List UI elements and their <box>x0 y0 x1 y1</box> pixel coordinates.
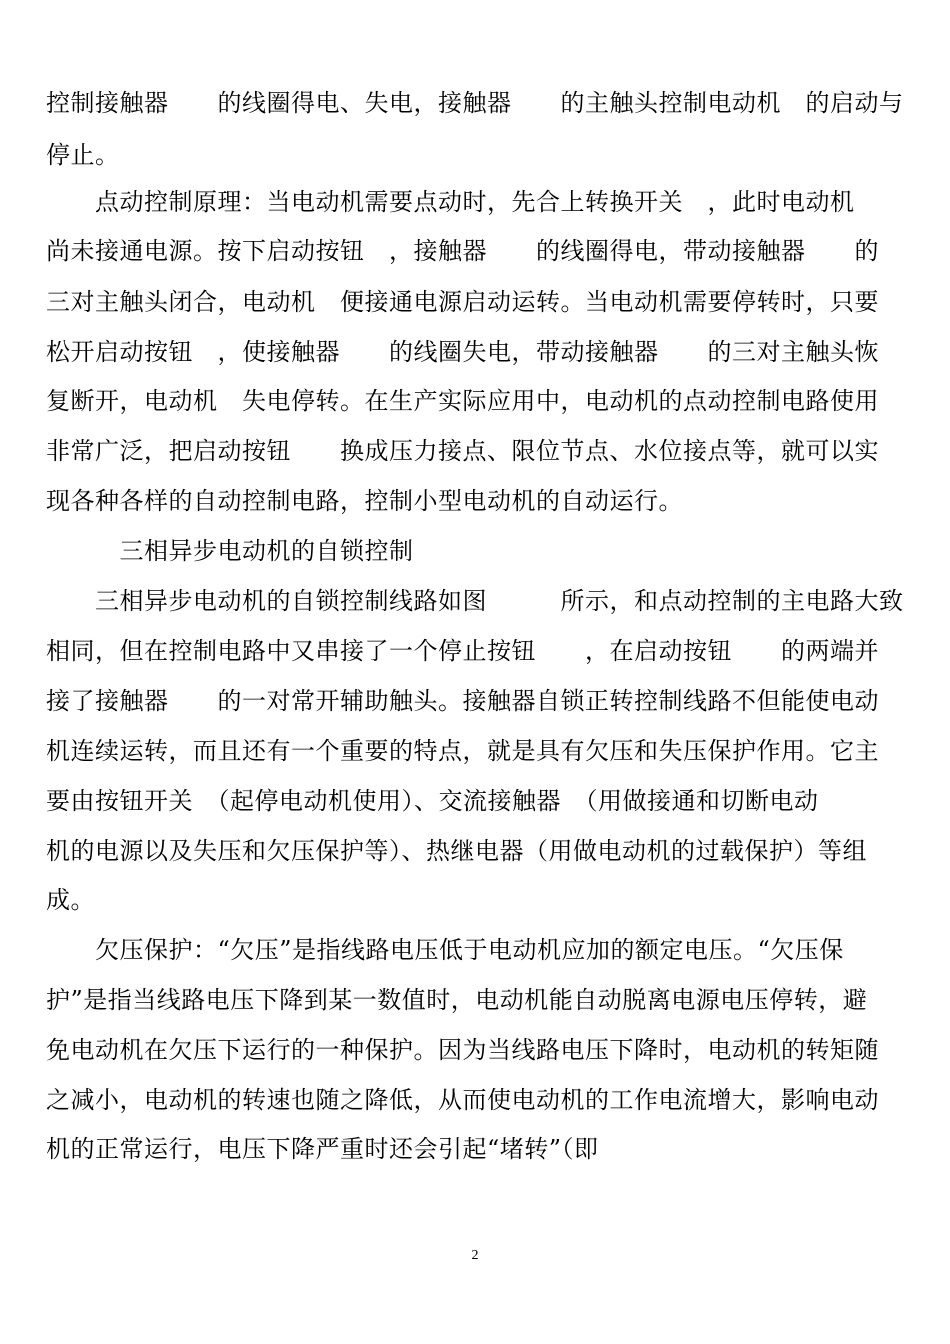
text-line: 尚未接通电源。按下启动按钮 ，接触器 的线圈得电，带动接触器 的 <box>46 237 879 265</box>
text-line: 护”是指当线路电压下降到某一数值时，电动机能自动脱离电源电压停转，避 <box>46 986 868 1014</box>
text-line: 点动控制原理：当电动机需要点动时，先合上转换开关 ，此时电动机 <box>46 188 855 216</box>
text-line: 现各种各样的自动控制电路，控制小型电动机的自动运行。 <box>46 487 683 515</box>
text-line: 控制接触器 的线圈得电、失电，接触器 的主触头控制电动机 的启动与 <box>46 89 904 117</box>
text-line: 要由按钮开关 （起停电动机使用）、交流接触器 （用做接通和切断电动 <box>46 787 819 815</box>
text-line: 停止。 <box>46 141 120 169</box>
text-line: 非常广泛，把启动按钮 换成压力接点、限位节点、水位接点等，就可以实 <box>46 437 879 465</box>
section-heading: 三相异步电动机的自锁控制 <box>46 537 414 565</box>
text-line: 欠压保护：“欠压”是指线路电压低于电动机应加的额定电压。“欠压保 <box>46 936 844 964</box>
text-line: 免电动机在欠压下运行的一种保护。因为当线路电压下降时，电动机的转矩随 <box>46 1036 879 1064</box>
text-line: 松开启动按钮 ，使接触器 的线圈失电，带动接触器 的三对主触头恢 <box>46 338 879 366</box>
text-line: 三相异步电动机的自锁控制线路如图 所示，和点动控制的主电路大致 <box>46 587 904 615</box>
text-line: 接了接触器 的一对常开辅助触头。接触器自锁正转控制线路不但能使电动 <box>46 687 879 715</box>
page-number: 2 <box>471 1248 479 1263</box>
text-line: 机的正常运行，电压下降严重时还会引起“堵转”（即 <box>46 1135 599 1163</box>
text-line: 成。 <box>46 886 95 914</box>
text-line: 相同，但在控制电路中又串接了一个停止按钮 ，在启动按钮 的两端并 <box>46 637 879 665</box>
text-line: 机的电源以及失压和欠压保护等）、热继电器（用做电动机的过载保护）等组 <box>46 837 867 865</box>
text-line: 三对主触头闭合，电动机 便接通电源启动运转。当电动机需要停转时，只要 <box>46 288 879 316</box>
text-line: 机连续运转，而且还有一个重要的特点，就是具有欠压和失压保护作用。它主 <box>46 737 879 765</box>
text-line: 之减小，电动机的转速也随之降低，从而使电动机的工作电流增大，影响电动 <box>46 1086 879 1114</box>
text-line: 复断开，电动机 失电停转。在生产实际应用中，电动机的点动控制电路使用 <box>46 387 879 415</box>
